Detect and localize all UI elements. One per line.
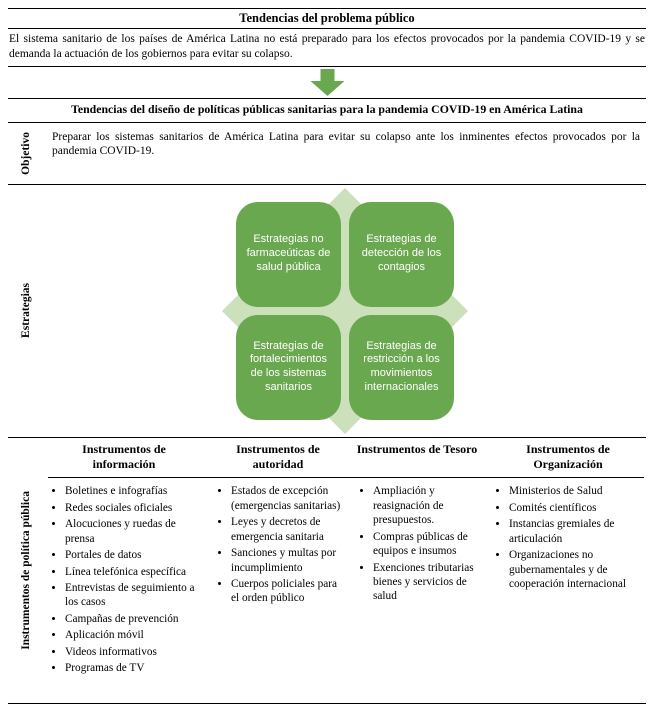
strategy-box-3: Estrategias de fortalecimientos de los sistemas sanitarios (236, 315, 341, 420)
strategy-box-2: Estrategias de detección de los contagios (349, 202, 454, 307)
instruments-list-authority (214, 484, 342, 677)
instrument-item: • Ampliación y reasignación de presupuestos. (373, 484, 478, 527)
instruments-row-label: Instrumentos de política pública (19, 490, 32, 650)
instrument-item: • Programas de TV (65, 661, 200, 675)
design-title-band (8, 98, 646, 122)
instrument-item: • Línea telefónica específica (65, 565, 200, 579)
instruments-list-organization (492, 484, 644, 677)
problem-title-band (8, 8, 646, 29)
strategies-row (8, 185, 646, 438)
objective-text: Preparar los sistemas sanitarios de América Latina para evitar su colapso ante los inminentes efectos provocados por la pandemia COVID-19. (52, 130, 640, 158)
problem-description: El sistema sanitario de los países de América Latina no está preparado para los efectos provocados por la pandemia COVID-19 y se demanda la actuación de los gobiernos para evitar su colapso. (8, 29, 646, 67)
instruments-content (44, 438, 646, 703)
strategies-content (44, 185, 646, 437)
instrument-item: • Alocuciones y ruedas de prensa (65, 517, 200, 546)
instruments-lists-row (48, 484, 644, 677)
instruments-header-organization: Instrumentos de Organización (526, 441, 610, 471)
instruments-header-divider (48, 477, 644, 478)
down-arrow-icon (310, 69, 345, 96)
instrument-item: • Aplicación móvil (65, 628, 200, 642)
strategies-row-label: Estrategias (19, 283, 32, 338)
flow-arrow-area (8, 67, 646, 98)
instruments-row (8, 438, 646, 704)
instrument-item: • Videos informativos (65, 645, 200, 659)
instrument-item: • Sanciones y multas por incumplimiento (231, 546, 342, 575)
instrument-item: • Estados de excepción (emergencias sanitarias) (231, 484, 342, 513)
instruments-header-information: Instrumentos de información (82, 441, 166, 471)
instrument-item: • Ministerios de Salud (509, 484, 644, 498)
instrument-item: • Instancias gremiales de articulación (509, 517, 644, 546)
instrument-item: • Leyes y decretos de emergencia sanitaria (231, 515, 342, 544)
instrument-item: • Portales de datos (65, 548, 200, 562)
instrument-item: • Entrevistas de seguimiento a los casos (65, 581, 200, 610)
instrument-item: • Cuerpos policiales para el orden público (231, 577, 342, 606)
instrument-item: • Redes sociales oficiales (65, 501, 200, 515)
problem-title: Tendencias del problema público (239, 11, 415, 25)
instrument-item: • Organizaciones no gubernamentales y de cooperación internacional (509, 548, 644, 591)
instruments-header-row (48, 442, 644, 473)
instrument-item: • Compras públicas de equipos e insumos (373, 530, 478, 559)
objective-row-label-cell (8, 123, 44, 184)
instruments-list-treasure (356, 484, 478, 677)
instruments-header-authority: Instrumentos de autoridad (236, 441, 320, 471)
instrument-item: • Comités científicos (509, 501, 644, 515)
instrument-item: • Campañas de prevención (65, 612, 200, 626)
strategy-box-4: Estrategias de restricción a los movimientos internacionales (349, 315, 454, 420)
strategies-row-label-cell (8, 185, 44, 437)
strategies-smartart (214, 186, 476, 435)
instruments-list-information (48, 484, 200, 677)
objective-row (8, 123, 646, 185)
design-title: Tendencias del diseño de políticas públicas sanitarias para la pandemia COVID-19 en América Latina (71, 102, 583, 117)
instruments-header-treasure: Instrumentos de Tesoro (356, 441, 478, 456)
objective-row-label: Objetivo (19, 131, 32, 175)
instrument-item: • Boletines e infografías (65, 484, 200, 498)
instruments-row-label-cell (8, 438, 44, 703)
instrument-item: • Exenciones tributarias bienes y servicios de salud (373, 561, 478, 604)
strategy-box-1: Estrategias no farmaceúticas de salud pública (236, 202, 341, 307)
strategies-grid (236, 202, 454, 420)
